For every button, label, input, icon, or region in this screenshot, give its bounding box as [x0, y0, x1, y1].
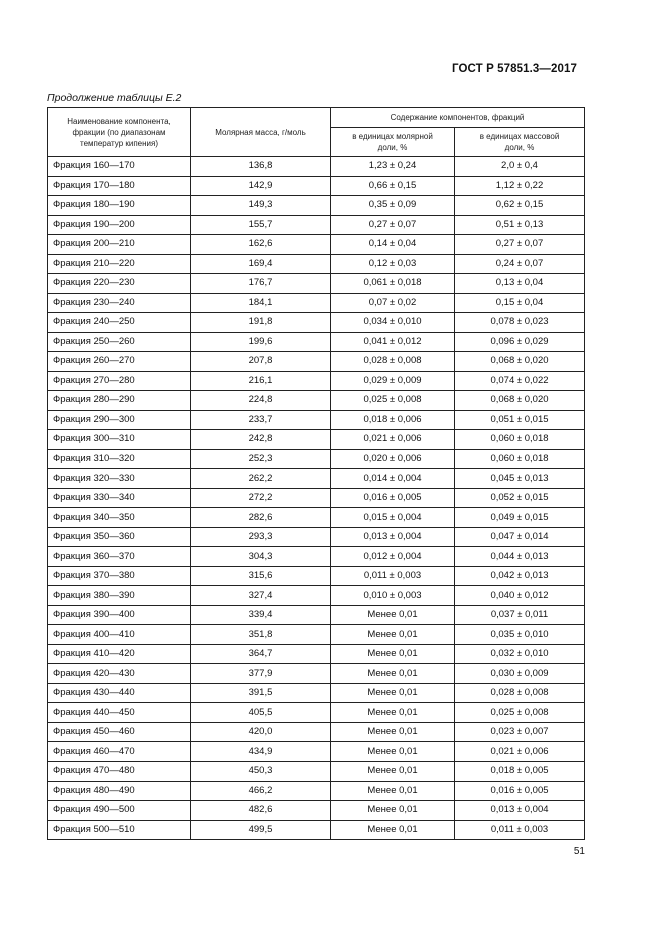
molar-fraction-cell: 1,23 ± 0,24: [331, 157, 455, 177]
mass-fraction-cell: 0,028 ± 0,008: [455, 683, 585, 703]
molar-mass-cell: 224,8: [191, 391, 331, 411]
mass-fraction-cell: 0,023 ± 0,007: [455, 722, 585, 742]
molar-mass-cell: 499,5: [191, 820, 331, 840]
molar-fraction-cell: 0,66 ± 0,15: [331, 176, 455, 196]
table-row: [48, 644, 585, 664]
molar-fraction-cell: 0,029 ± 0,009: [331, 371, 455, 391]
molar-mass-cell: 293,3: [191, 527, 331, 547]
molar-mass-cell: 149,3: [191, 196, 331, 216]
fraction-name-cell: Фракция 420—430: [48, 664, 191, 684]
table-row: [48, 781, 585, 801]
mass-fraction-cell: 0,018 ± 0,005: [455, 761, 585, 781]
fraction-name-cell: Фракция 210—220: [48, 254, 191, 274]
mass-fraction-cell: 0,27 ± 0,07: [455, 235, 585, 255]
molar-fraction-cell: 0,35 ± 0,09: [331, 196, 455, 216]
column-header-component: Наименование компонента, фракции (по диапазонам температур кипения): [48, 108, 191, 157]
table-row: [48, 801, 585, 821]
table-row: [48, 625, 585, 645]
mass-fraction-cell: 0,074 ± 0,022: [455, 371, 585, 391]
molar-fraction-cell: 0,016 ± 0,005: [331, 488, 455, 508]
fraction-name-cell: Фракция 390—400: [48, 605, 191, 625]
fraction-name-cell: Фракция 410—420: [48, 644, 191, 664]
molar-mass-cell: 339,4: [191, 605, 331, 625]
mass-fraction-cell: 0,016 ± 0,005: [455, 781, 585, 801]
fraction-name-cell: Фракция 320—330: [48, 469, 191, 489]
molar-mass-cell: 155,7: [191, 215, 331, 235]
table-row: [48, 469, 585, 489]
table-row: [48, 235, 585, 255]
table-row: [48, 488, 585, 508]
table-row: [48, 449, 585, 469]
fraction-name-cell: Фракция 180—190: [48, 196, 191, 216]
molar-mass-cell: 315,6: [191, 566, 331, 586]
table-row: [48, 332, 585, 352]
table-row: [48, 820, 585, 840]
fraction-name-cell: Фракция 160—170: [48, 157, 191, 177]
page-number: 51: [573, 846, 585, 857]
molar-mass-cell: 184,1: [191, 293, 331, 313]
mass-fraction-cell: 0,24 ± 0,07: [455, 254, 585, 274]
fraction-name-cell: Фракция 400—410: [48, 625, 191, 645]
column-header-molar-mass: Молярная масса, г/моль: [191, 108, 331, 157]
mass-fraction-cell: 0,021 ± 0,006: [455, 742, 585, 762]
mass-fraction-cell: 0,052 ± 0,015: [455, 488, 585, 508]
fraction-name-cell: Фракция 170—180: [48, 176, 191, 196]
molar-fraction-cell: Менее 0,01: [331, 781, 455, 801]
mass-fraction-cell: 0,15 ± 0,04: [455, 293, 585, 313]
molar-mass-cell: 482,6: [191, 801, 331, 821]
molar-fraction-cell: 0,010 ± 0,003: [331, 586, 455, 606]
molar-fraction-cell: 0,028 ± 0,008: [331, 352, 455, 372]
mass-fraction-cell: 0,068 ± 0,020: [455, 352, 585, 372]
molar-fraction-cell: Менее 0,01: [331, 703, 455, 723]
mass-fraction-cell: 0,13 ± 0,04: [455, 274, 585, 294]
molar-mass-cell: 169,4: [191, 254, 331, 274]
molar-fraction-cell: 0,013 ± 0,004: [331, 527, 455, 547]
table-row: [48, 410, 585, 430]
mass-fraction-cell: 0,078 ± 0,023: [455, 313, 585, 333]
table-row: [48, 352, 585, 372]
molar-fraction-cell: Менее 0,01: [331, 683, 455, 703]
mass-fraction-cell: 0,011 ± 0,003: [455, 820, 585, 840]
molar-mass-cell: 351,8: [191, 625, 331, 645]
molar-fraction-cell: 0,018 ± 0,006: [331, 410, 455, 430]
column-header-mass-fraction: в единицах массовой доли, %: [455, 128, 585, 157]
mass-fraction-cell: 0,096 ± 0,029: [455, 332, 585, 352]
fraction-name-cell: Фракция 450—460: [48, 722, 191, 742]
fraction-name-cell: Фракция 290—300: [48, 410, 191, 430]
table-row: [48, 761, 585, 781]
fraction-name-cell: Фракция 190—200: [48, 215, 191, 235]
table-row: [48, 664, 585, 684]
molar-mass-cell: 466,2: [191, 781, 331, 801]
molar-fraction-cell: 0,011 ± 0,003: [331, 566, 455, 586]
mass-fraction-cell: 0,025 ± 0,008: [455, 703, 585, 723]
fraction-name-cell: Фракция 250—260: [48, 332, 191, 352]
molar-mass-cell: 252,3: [191, 449, 331, 469]
molar-fraction-cell: 0,14 ± 0,04: [331, 235, 455, 255]
mass-fraction-cell: 0,044 ± 0,013: [455, 547, 585, 567]
molar-fraction-cell: Менее 0,01: [331, 664, 455, 684]
fraction-name-cell: Фракция 460—470: [48, 742, 191, 762]
column-header-content: Содержание компонентов, фракций: [331, 108, 585, 128]
molar-fraction-cell: Менее 0,01: [331, 605, 455, 625]
mass-fraction-cell: 0,049 ± 0,015: [455, 508, 585, 528]
mass-fraction-cell: 0,040 ± 0,012: [455, 586, 585, 606]
table-row: [48, 508, 585, 528]
mass-fraction-cell: 0,030 ± 0,009: [455, 664, 585, 684]
molar-fraction-cell: 0,020 ± 0,006: [331, 449, 455, 469]
molar-fraction-cell: Менее 0,01: [331, 644, 455, 664]
molar-mass-cell: 377,9: [191, 664, 331, 684]
mass-fraction-cell: 0,045 ± 0,013: [455, 469, 585, 489]
molar-fraction-cell: Менее 0,01: [331, 722, 455, 742]
molar-fraction-cell: 0,034 ± 0,010: [331, 313, 455, 333]
fraction-name-cell: Фракция 280—290: [48, 391, 191, 411]
molar-fraction-cell: 0,014 ± 0,004: [331, 469, 455, 489]
mass-fraction-cell: 0,042 ± 0,013: [455, 566, 585, 586]
fraction-name-cell: Фракция 220—230: [48, 274, 191, 294]
mass-fraction-cell: 0,047 ± 0,014: [455, 527, 585, 547]
table-row: [48, 371, 585, 391]
molar-fraction-cell: Менее 0,01: [331, 801, 455, 821]
mass-fraction-cell: 0,037 ± 0,011: [455, 605, 585, 625]
table-row: [48, 293, 585, 313]
molar-mass-cell: 304,3: [191, 547, 331, 567]
mass-fraction-cell: 0,035 ± 0,010: [455, 625, 585, 645]
molar-mass-cell: 391,5: [191, 683, 331, 703]
molar-fraction-cell: Менее 0,01: [331, 820, 455, 840]
table-row: [48, 605, 585, 625]
mass-fraction-cell: 0,51 ± 0,13: [455, 215, 585, 235]
molar-fraction-cell: 0,021 ± 0,006: [331, 430, 455, 450]
fraction-name-cell: Фракция 440—450: [48, 703, 191, 723]
mass-fraction-cell: 1,12 ± 0,22: [455, 176, 585, 196]
molar-mass-cell: 364,7: [191, 644, 331, 664]
table-row: [48, 274, 585, 294]
mass-fraction-cell: 0,62 ± 0,15: [455, 196, 585, 216]
fraction-name-cell: Фракция 500—510: [48, 820, 191, 840]
molar-mass-cell: 282,6: [191, 508, 331, 528]
column-header-molar-fraction: в единицах молярной доли, %: [331, 128, 455, 157]
table-row: [48, 157, 585, 177]
fraction-name-cell: Фракция 470—480: [48, 761, 191, 781]
molar-mass-cell: 327,4: [191, 586, 331, 606]
mass-fraction-cell: 0,068 ± 0,020: [455, 391, 585, 411]
table-caption: Продолжение таблицы Е.2: [47, 92, 182, 104]
molar-fraction-cell: 0,025 ± 0,008: [331, 391, 455, 411]
molar-mass-cell: 420,0: [191, 722, 331, 742]
molar-fraction-cell: Менее 0,01: [331, 742, 455, 762]
fraction-name-cell: Фракция 380—390: [48, 586, 191, 606]
document-standard-number: ГОСТ Р 57851.3—2017: [452, 63, 577, 75]
table-header: [48, 108, 585, 157]
molar-fraction-cell: Менее 0,01: [331, 761, 455, 781]
table-row: [48, 176, 585, 196]
table-row: [48, 586, 585, 606]
table-row: [48, 196, 585, 216]
fractions-table: [47, 107, 585, 840]
table-row: [48, 742, 585, 762]
molar-mass-cell: 191,8: [191, 313, 331, 333]
molar-mass-cell: 199,6: [191, 332, 331, 352]
molar-mass-cell: 136,8: [191, 157, 331, 177]
fraction-name-cell: Фракция 240—250: [48, 313, 191, 333]
fraction-name-cell: Фракция 230—240: [48, 293, 191, 313]
fraction-name-cell: Фракция 200—210: [48, 235, 191, 255]
molar-fraction-cell: 0,07 ± 0,02: [331, 293, 455, 313]
table-row: [48, 254, 585, 274]
table-row: [48, 215, 585, 235]
fraction-name-cell: Фракция 340—350: [48, 508, 191, 528]
table-row: [48, 430, 585, 450]
fraction-name-cell: Фракция 430—440: [48, 683, 191, 703]
molar-mass-cell: 405,5: [191, 703, 331, 723]
mass-fraction-cell: 0,060 ± 0,018: [455, 430, 585, 450]
molar-fraction-cell: 0,27 ± 0,07: [331, 215, 455, 235]
molar-fraction-cell: 0,12 ± 0,03: [331, 254, 455, 274]
mass-fraction-cell: 2,0 ± 0,4: [455, 157, 585, 177]
mass-fraction-cell: 0,051 ± 0,015: [455, 410, 585, 430]
table-body: [48, 157, 585, 840]
molar-fraction-cell: 0,041 ± 0,012: [331, 332, 455, 352]
fraction-name-cell: Фракция 490—500: [48, 801, 191, 821]
fraction-name-cell: Фракция 370—380: [48, 566, 191, 586]
fraction-name-cell: Фракция 480—490: [48, 781, 191, 801]
table-row: [48, 722, 585, 742]
molar-mass-cell: 262,2: [191, 469, 331, 489]
mass-fraction-cell: 0,032 ± 0,010: [455, 644, 585, 664]
molar-mass-cell: 242,8: [191, 430, 331, 450]
table-row: [48, 527, 585, 547]
mass-fraction-cell: 0,013 ± 0,004: [455, 801, 585, 821]
fraction-name-cell: Фракция 310—320: [48, 449, 191, 469]
molar-mass-cell: 207,8: [191, 352, 331, 372]
fraction-name-cell: Фракция 330—340: [48, 488, 191, 508]
fraction-name-cell: Фракция 350—360: [48, 527, 191, 547]
fraction-name-cell: Фракция 260—270: [48, 352, 191, 372]
molar-fraction-cell: Менее 0,01: [331, 625, 455, 645]
molar-mass-cell: 142,9: [191, 176, 331, 196]
molar-fraction-cell: 0,061 ± 0,018: [331, 274, 455, 294]
table-row: [48, 566, 585, 586]
molar-mass-cell: 162,6: [191, 235, 331, 255]
table-row: [48, 683, 585, 703]
mass-fraction-cell: 0,060 ± 0,018: [455, 449, 585, 469]
molar-fraction-cell: 0,012 ± 0,004: [331, 547, 455, 567]
molar-mass-cell: 434,9: [191, 742, 331, 762]
molar-mass-cell: 216,1: [191, 371, 331, 391]
table-row: [48, 547, 585, 567]
table-row: [48, 391, 585, 411]
molar-fraction-cell: 0,015 ± 0,004: [331, 508, 455, 528]
table-row: [48, 313, 585, 333]
molar-mass-cell: 176,7: [191, 274, 331, 294]
table-row: [48, 703, 585, 723]
molar-mass-cell: 272,2: [191, 488, 331, 508]
molar-mass-cell: 450,3: [191, 761, 331, 781]
fraction-name-cell: Фракция 270—280: [48, 371, 191, 391]
fraction-name-cell: Фракция 360—370: [48, 547, 191, 567]
molar-mass-cell: 233,7: [191, 410, 331, 430]
fraction-name-cell: Фракция 300—310: [48, 430, 191, 450]
